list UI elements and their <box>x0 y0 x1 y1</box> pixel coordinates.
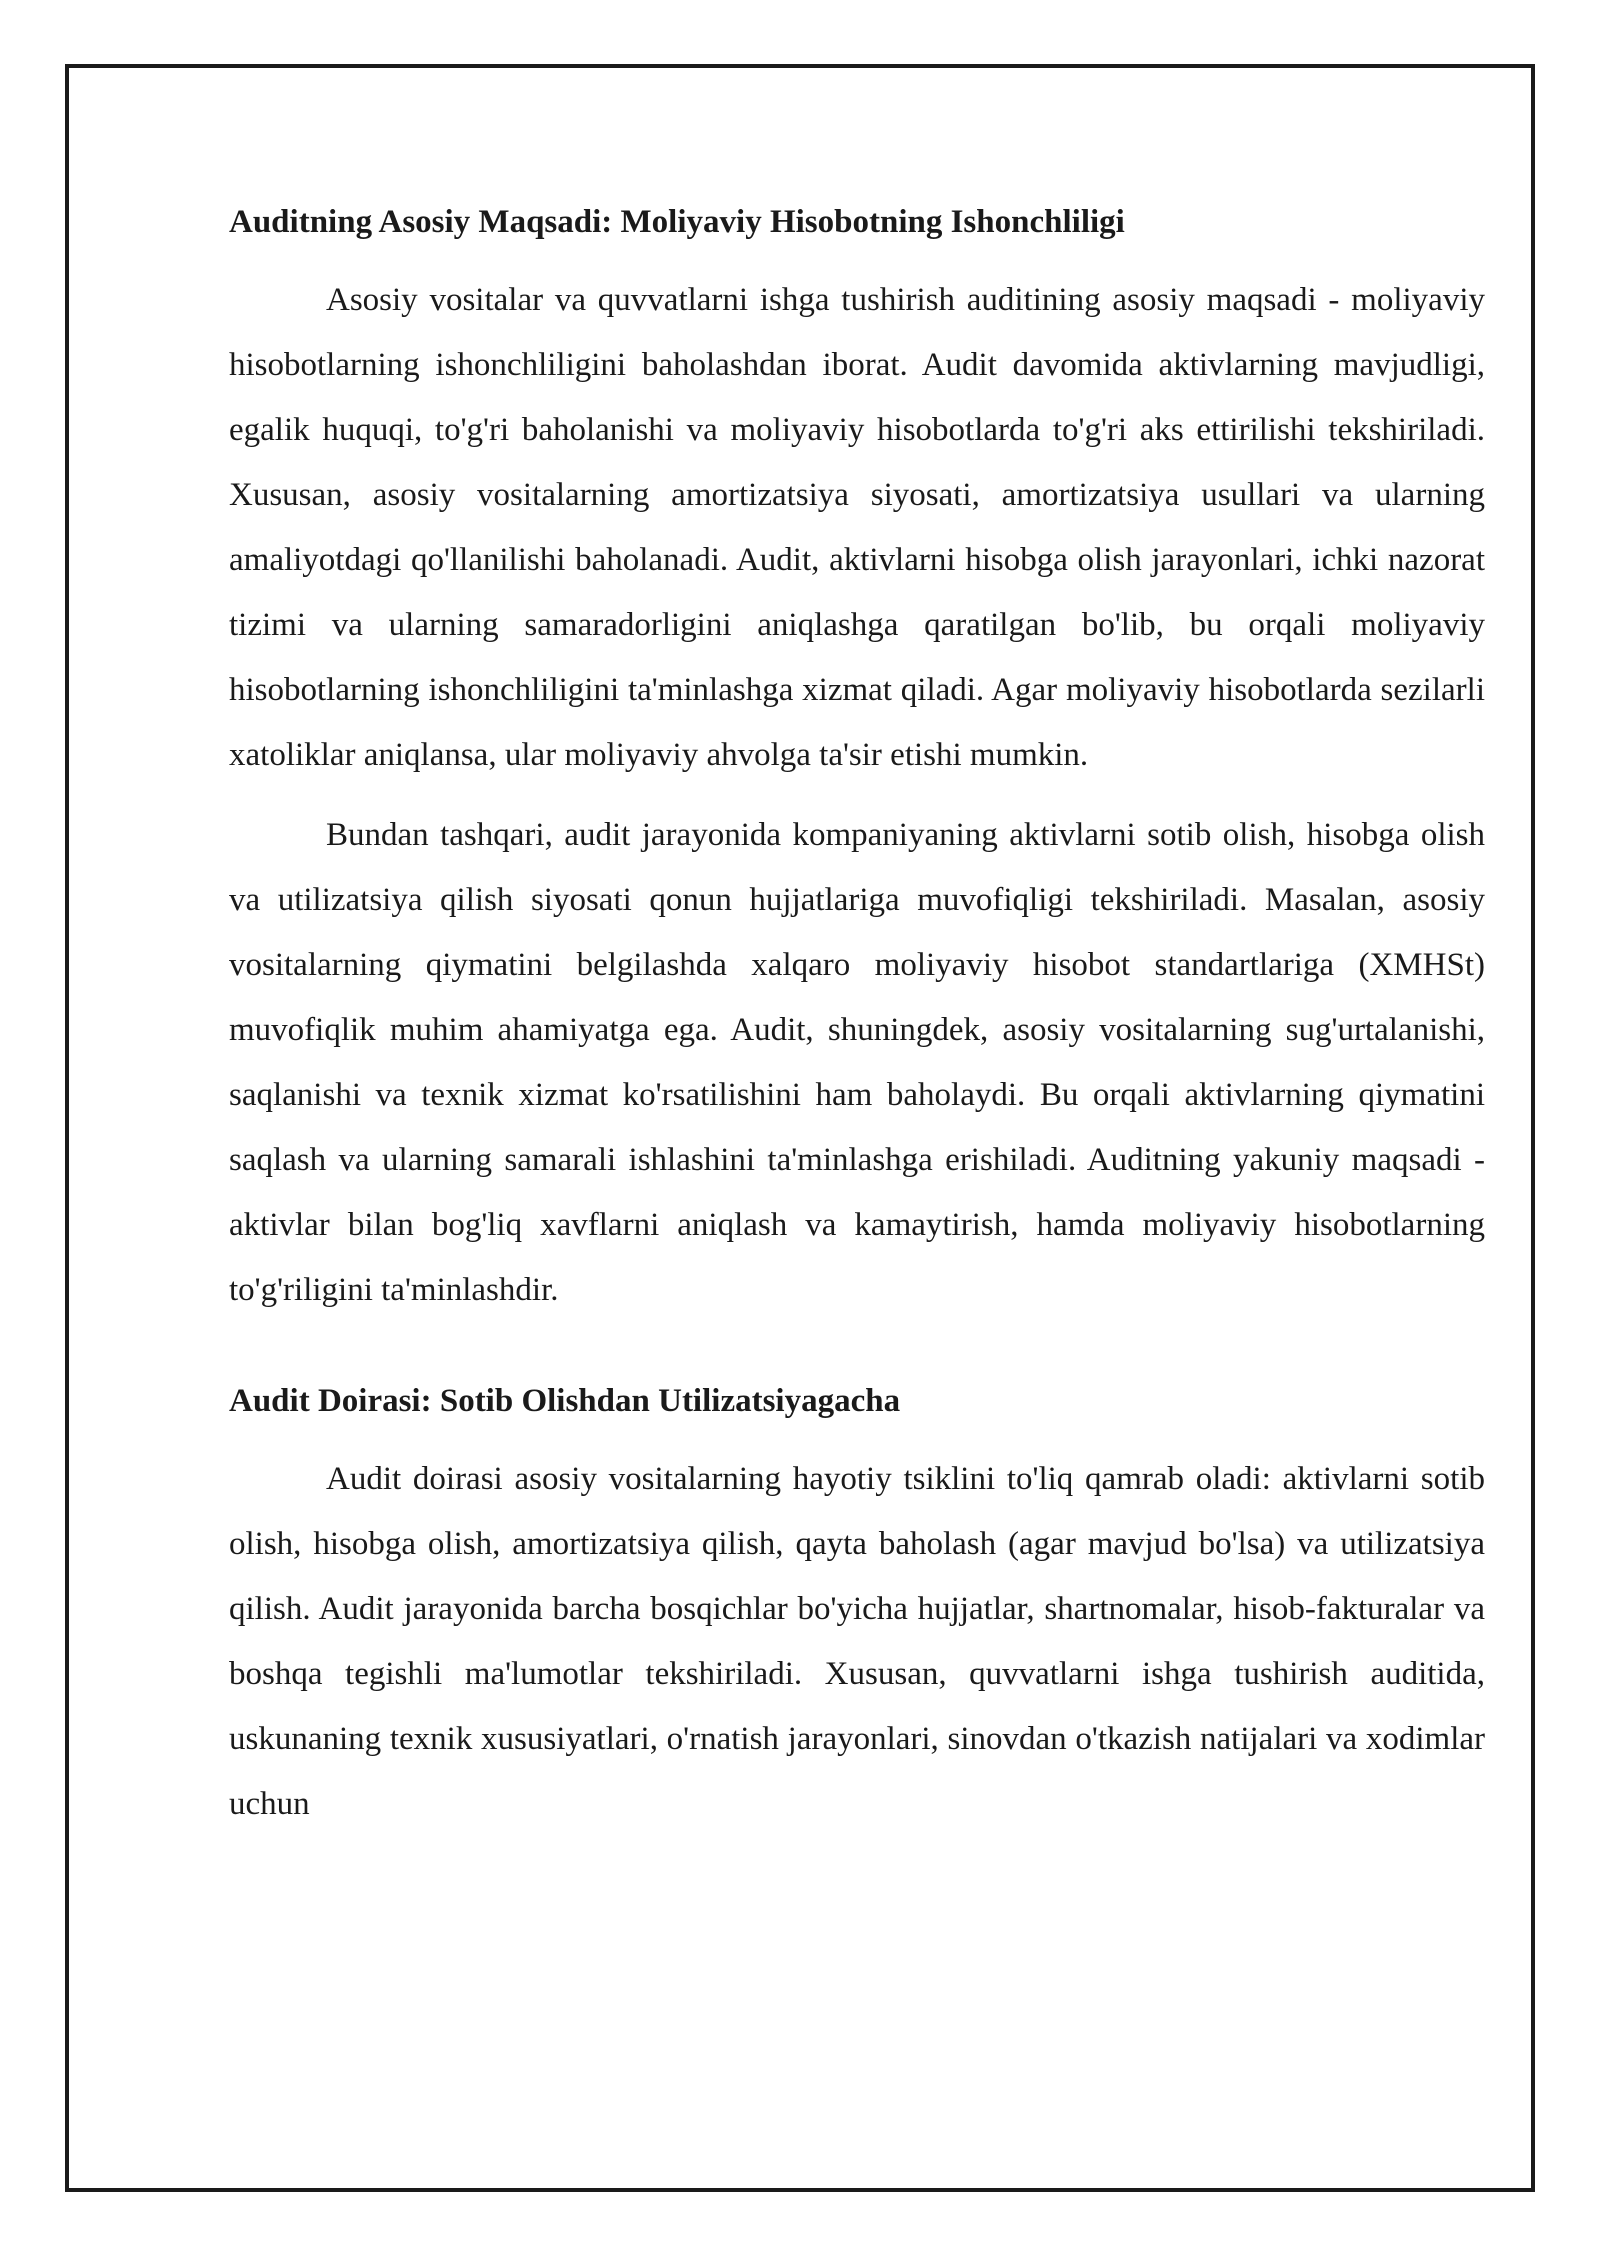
paragraph-main-purpose-2: Bundan tashqari, audit jarayonida kompaniyaning aktivlarni sotib olish, hisobga olish va utilizatsiya qilish siyosati qonun hujjatlariga muvofiqligi tekshiriladi. Masalan, asosiy vositalarning qiymatini belgilashda xalqaro moliyaviy hisobot standartlariga (XMHSt) muvofiqlik muhim ahamiyatga ega. Audit, shuningdek, asosiy vositalarning sug'urtalanishi, saqlanishi va texnik xizmat ko'rsatilishini ham baholaydi. Bu orqali aktivlarning qiymatini saqlash va ularning samarali ishlashini ta'minlashga erishiladi. Auditning yakuniy maqsadi - aktivlar bilan bog'liq xavflarni aniqlash va kamaytirish, hamda moliyaviy hisobotlarning to'g'riligini ta'minlashdir. <box>229 817 1485 1308</box>
section-heading-main-purpose: Auditning Asosiy Maqsadi: Moliyaviy Hisobotning Ishonchliligi <box>229 204 1125 240</box>
section-heading-audit-scope: Audit Doirasi: Sotib Olishdan Utilizatsiyagacha <box>229 1383 901 1419</box>
paragraph-main-purpose-1: Asosiy vositalar va quvvatlarni ishga tushirish auditining asosiy maqsadi - moliyaviy hisobotlarning ishonchliligini baholashdan iborat. Audit davomida aktivlarning mavjudligi, egalik huquqi, to'g'ri baholanishi va moliyaviy hisobotlarda to'g'ri aks ettirilishi tekshiriladi. Xususan, asosiy vositalarning amortizatsiya siyosati, amortizatsiya usullari va ularning amaliyotdagi qo'llanilishi baholanadi. Audit, aktivlarni hisobga olish jarayonlari, ichki nazorat tizimi va ularning samaradorligini aniqlashga qaratilgan bo'lib, bu orqali moliyaviy hisobotlarning ishonchliligini ta'minlashga xizmat qiladi. Agar moliyaviy hisobotlarda sezilarli xatoliklar aniqlansa, ular moliyaviy ahvolga ta'sir etishi mumkin. <box>229 282 1485 773</box>
document-body <box>229 196 1485 1852</box>
paragraph-audit-scope-1: Audit doirasi asosiy vositalarning hayotiy tsiklini to'liq qamrab oladi: aktivlarni sotib olish, hisobga olish, amortizatsiya qilish, qayta baholash (agar mavjud bo'lsa) va utilizatsiya qilish. Audit jarayonida barcha bosqichlar bo'yicha hujjatlar, shartnomalar, hisob-fakturalar va boshqa tegishli ma'lumotlar tekshiriladi. Xususan, quvvatlarni ishga tushirish auditida, uskunaning texnik xususiyatlari, o'rnatish jarayonlari, sinovdan o'tkazish natijalari va xodimlar uchun <box>229 1461 1485 1822</box>
